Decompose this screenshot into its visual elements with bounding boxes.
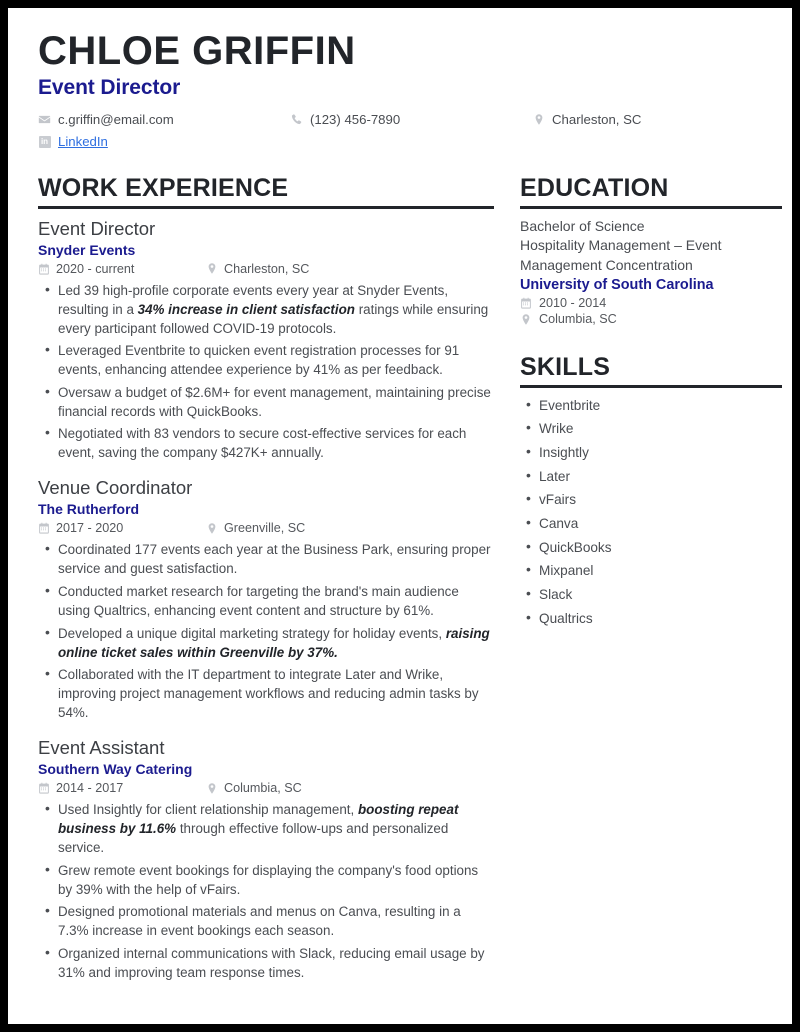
- section-divider: [38, 206, 494, 209]
- job-bullet: [38, 582, 494, 620]
- contact-text: (123) 456-7890: [310, 112, 401, 127]
- job-bullet: [38, 424, 494, 462]
- job-location: [206, 262, 309, 276]
- job-meta: [38, 262, 494, 276]
- job-dates: [38, 262, 206, 276]
- bullet-text: Designed promotional materials and menus on Canva, resulting in a 7.3% increase in event bookings each season.: [58, 904, 461, 939]
- work-experience-entry: [38, 217, 494, 463]
- work-experience-section: [38, 175, 494, 982]
- job-bullet-list: [38, 281, 494, 463]
- job-bullet: [38, 341, 494, 379]
- job-bullet: [38, 540, 494, 578]
- skill-item: • Insightly: [520, 443, 782, 462]
- education-dates-text: 2010 - 2014: [539, 296, 607, 311]
- job-company: Snyder Events: [38, 241, 136, 258]
- job-location: [206, 521, 305, 535]
- bullet-text: Led 39 high-profile corporate events every year at Snyder Events, resulting in a: [58, 282, 449, 317]
- right-column: [520, 175, 782, 985]
- calendar-icon: [38, 263, 50, 275]
- bullet-text: Used Insightly for client relationship management,: [58, 802, 358, 818]
- candidate-name: CHLOE GRIFFIN: [38, 29, 356, 73]
- skill-item: • Later: [520, 467, 782, 486]
- skill-item: • Slack: [520, 585, 782, 604]
- left-column: [38, 175, 494, 985]
- skills-heading: SKILLS: [520, 353, 611, 382]
- calendar-icon: [520, 297, 532, 309]
- job-company: Southern Way Catering: [38, 761, 193, 778]
- bullet-emphasis: boosting repeat business by 11.6%: [58, 802, 459, 837]
- work-experience-entry: [38, 736, 494, 982]
- contact-item-location: [532, 112, 641, 127]
- bullet-text: Oversaw a budget of $2.6M+ for event management, maintaining precise financial records with QuickBooks.: [58, 384, 491, 419]
- bullet-text: Organized internal communications with Slack, reducing email usage by 31% and improving team response times.: [58, 945, 485, 980]
- linkedin-icon: [38, 136, 51, 148]
- job-bullet: [38, 383, 494, 421]
- contact-info-group: [38, 112, 766, 149]
- skills-list: [520, 396, 782, 628]
- job-bullet: [38, 665, 494, 722]
- phone-icon: [290, 113, 303, 126]
- bullet-text: ratings while ensuring every participant followed COVID-19 protocols.: [58, 301, 489, 336]
- bullet-text: through effective follow-ups and personalized service.: [58, 821, 449, 856]
- contact-text: Charleston, SC: [552, 112, 642, 127]
- resume-header: [38, 30, 766, 149]
- candidate-job-title: Event Director: [38, 76, 181, 99]
- location-icon: [532, 113, 545, 126]
- job-meta: [38, 781, 494, 795]
- job-location-text: Charleston, SC: [224, 261, 310, 276]
- bullet-emphasis: raising online ticket sales within Greenville by 37%.: [58, 625, 490, 660]
- education-location-text: Columbia, SC: [539, 312, 617, 327]
- contact-item-linkedin[interactable]: [38, 134, 290, 149]
- skill-item: • QuickBooks: [520, 538, 782, 557]
- location-icon: [206, 262, 218, 275]
- bullet-text: Developed a unique digital marketing strategy for holiday events,: [58, 625, 446, 641]
- job-bullet: [38, 800, 494, 857]
- job-bullet: [38, 624, 494, 662]
- contact-text: c.griffin@email.com: [58, 112, 174, 127]
- skill-item: • Qualtrics: [520, 609, 782, 628]
- bullet-text: Negotiated with 83 vendors to secure cost-effective services for each event, saving the company $427K+ annually.: [58, 426, 467, 461]
- email-icon: [38, 113, 51, 126]
- resume-page: [8, 8, 792, 1024]
- job-role: Venue Coordinator: [38, 477, 193, 499]
- skill-item: • Eventbrite: [520, 396, 782, 415]
- skill-item: • vFairs: [520, 490, 782, 509]
- contact-item-email: [38, 112, 290, 127]
- education-field: Hospitality Management – Event Management Concentration: [520, 237, 722, 274]
- section-divider: [520, 206, 782, 209]
- calendar-icon: [38, 782, 50, 794]
- job-bullet-list: [38, 800, 494, 982]
- bullet-emphasis: 34% increase in client satisfaction: [137, 301, 355, 317]
- job-dates: [38, 521, 206, 535]
- education-school: University of South Carolina: [520, 277, 714, 294]
- job-dates: [38, 781, 206, 795]
- education-location: [520, 312, 782, 326]
- location-icon: [206, 522, 218, 535]
- job-dates-text: 2020 - current: [56, 261, 135, 276]
- calendar-icon: [38, 522, 50, 534]
- job-role: Event Assistant: [38, 737, 165, 759]
- work-experience-heading: WORK EXPERIENCE: [38, 174, 289, 202]
- job-role: Event Director: [38, 217, 156, 239]
- job-bullet: [38, 902, 494, 940]
- bullet-text: Collaborated with the IT department to integrate Later and Wrike, improving project management workflows and reducing admin tasks by 54%.: [58, 667, 479, 721]
- bullet-text: Conducted market research for targeting the brand's main audience using Qualtrics, enhancing event content and structure by 61%.: [58, 583, 459, 618]
- location-icon: [520, 313, 532, 326]
- skill-item: • Mixpanel: [520, 561, 782, 580]
- contact-text[interactable]: LinkedIn: [58, 134, 108, 149]
- job-location-text: Columbia, SC: [224, 781, 302, 796]
- linkedin-badge: in: [39, 136, 51, 148]
- job-bullet-list: [38, 540, 494, 722]
- job-bullet: [38, 861, 494, 899]
- job-location: [206, 781, 302, 795]
- contact-item-phone: [290, 112, 532, 127]
- education-degree: Bachelor of Science: [520, 217, 645, 234]
- skill-item: • Wrike: [520, 419, 782, 438]
- bullet-text: Leveraged Eventbrite to quicken event registration processes for 91 events, enhancing attendee experience by 41% as per feedback.: [58, 343, 460, 378]
- skill-item: • Canva: [520, 514, 782, 533]
- job-meta: [38, 521, 494, 535]
- education-section: [520, 175, 782, 326]
- bullet-text: Coordinated 177 events each year at the Business Park, ensuring proper service and guest satisfaction.: [58, 542, 491, 577]
- skills-section: [520, 354, 782, 628]
- education-dates: [520, 296, 782, 310]
- location-icon: [206, 782, 218, 795]
- job-location-text: Greenville, SC: [224, 521, 306, 536]
- job-dates-text: 2017 - 2020: [56, 521, 124, 536]
- bullet-text: Grew remote event bookings for displaying the company's food options by 39% with the help of vFairs.: [58, 862, 479, 897]
- job-company: The Rutherford: [38, 501, 140, 518]
- education-entry: [520, 217, 782, 327]
- work-experience-entry: [38, 476, 494, 722]
- job-bullet: [38, 944, 494, 982]
- education-heading: EDUCATION: [520, 174, 669, 202]
- section-divider: [520, 385, 782, 388]
- job-bullet: [38, 281, 494, 338]
- job-dates-text: 2014 - 2017: [56, 781, 124, 796]
